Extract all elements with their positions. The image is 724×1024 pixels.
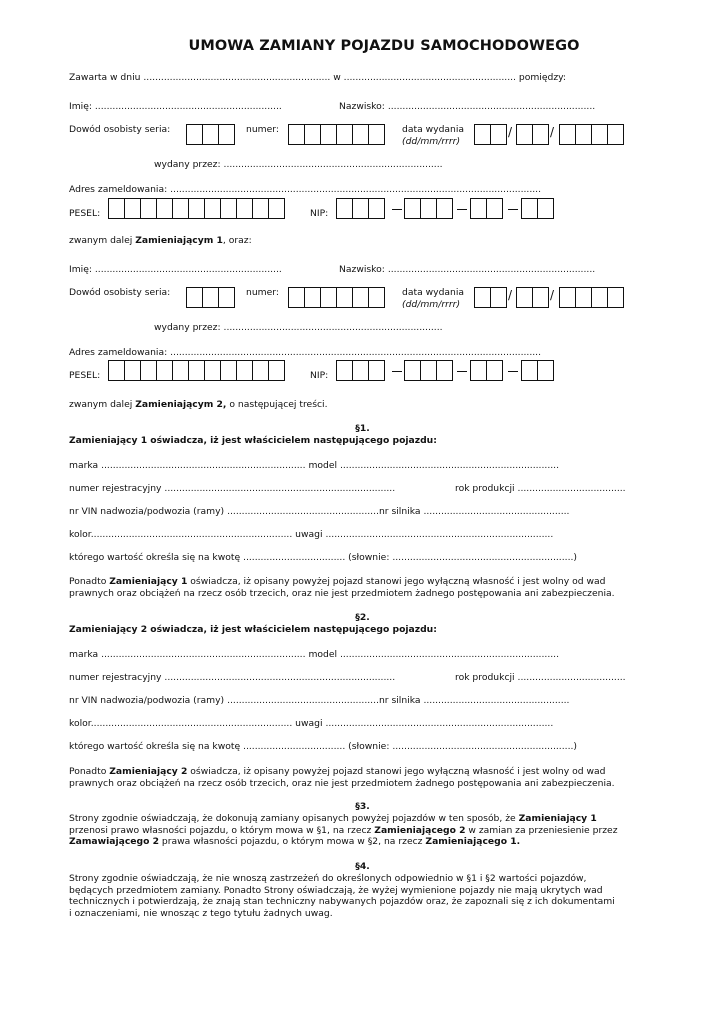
nip-separator: [508, 209, 518, 210]
section2-statement: Ponadto Zamieniający 2 oświadcza, iż opisany powyżej pojazd stanowi jego wyłączną własność i jest wolny od wad prawnych oraz obciążeń na rzecz osób trzecich, oraz nie jest przedmiotem żadnego postępowania ani zabezpieczenia.: [69, 766, 615, 789]
s2-words-field[interactable]: ..............................................................): [392, 741, 577, 752]
party1-last-name-field[interactable]: .......................................................................: [387, 101, 596, 112]
between-label: pomiędzy:: [518, 72, 567, 83]
nip-separator: [457, 209, 467, 210]
issue-date-label: data wydania: [402, 287, 465, 298]
s2-make-field[interactable]: ......................................................................: [101, 649, 306, 660]
s2-engine-field[interactable]: ..................................................: [423, 695, 570, 706]
party2-first-name-field[interactable]: ................................................................: [94, 264, 282, 275]
s2-vin-row: nr VIN nadwozia/podwozia (ramy) ....................................................nr silnika ..................................................: [69, 695, 570, 706]
s1-year-row: rok produkcji .....................................: [455, 483, 626, 494]
in-label: w: [333, 72, 341, 83]
party2-last-name-field[interactable]: .......................................................................: [387, 264, 596, 275]
s2-registration-field[interactable]: ...............................................................................: [164, 672, 396, 683]
concluded-date-field[interactable]: ................................................................: [143, 72, 331, 83]
party2-issue-year-boxes[interactable]: [559, 287, 624, 308]
s2-year-field[interactable]: .....................................: [517, 672, 626, 683]
party2-called-name: Zamieniającym 2,: [135, 399, 227, 410]
s2-value-row: którego wartość określa się na kwotę ................................... (słownie: ..............................................................): [69, 741, 577, 752]
party1-nip-boxes-2[interactable]: [404, 198, 453, 219]
s1-notes-field[interactable]: ..............................................................................: [325, 529, 554, 540]
party2-nip-boxes-4[interactable]: [521, 360, 554, 381]
id-series-label: Dowód osobisty seria:: [69, 287, 171, 298]
s2-color-field[interactable]: .....................................................................: [90, 718, 293, 729]
s1-year-field[interactable]: .....................................: [517, 483, 626, 494]
s1-vin-row: nr VIN nadwozia/podwozia (ramy) ....................................................nr silnika ..................................................: [69, 506, 570, 517]
party2-last-name-row: [339, 264, 595, 276]
date-separator: /: [550, 125, 555, 139]
nip-separator: [457, 371, 467, 372]
address-label: Adres zameldowania:: [69, 347, 168, 358]
party2-issue-month-boxes[interactable]: [516, 287, 549, 308]
party2-issue-day-boxes[interactable]: [474, 287, 507, 308]
party1-address-row: [69, 184, 541, 196]
s1-words-field[interactable]: ..............................................................): [392, 552, 577, 563]
party2-issued-by-field[interactable]: ...........................................................................: [223, 322, 443, 333]
party1-id-series-boxes[interactable]: [186, 124, 235, 145]
s1-engine-field[interactable]: ..................................................: [423, 506, 570, 517]
concluded-place-field[interactable]: ...........................................................: [343, 72, 516, 83]
last-name-label: Nazwisko:: [339, 264, 385, 275]
s1-registration-row: numer rejestracyjny ...............................................................................: [69, 483, 396, 494]
nip-separator: [508, 371, 518, 372]
party1-first-name-field[interactable]: ................................................................: [94, 101, 282, 112]
s2-make-row: marka ...................................................................... model ...........................................................................: [69, 649, 560, 660]
s1-vin-field[interactable]: ....................................................: [227, 506, 379, 517]
address-label: Adres zameldowania:: [69, 184, 168, 195]
section2-number: §2.: [355, 612, 370, 623]
party2-first-name-row: [69, 264, 282, 276]
s2-notes-field[interactable]: ..............................................................................: [325, 718, 554, 729]
issued-by-label: wydany przez:: [154, 322, 221, 333]
party1-nip-boxes-3[interactable]: [470, 198, 503, 219]
date-separator: /: [508, 288, 513, 302]
document-title: UMOWA ZAMIANY POJAZDU SAMOCHODOWEGO: [188, 38, 580, 54]
party2-address-row: [69, 347, 541, 359]
party1-nip-boxes-1[interactable]: [336, 198, 385, 219]
party1-issued-by-field[interactable]: ...........................................................................: [223, 159, 443, 170]
concluded-label: Zawarta w dniu: [69, 72, 141, 83]
id-number-label: numer:: [246, 124, 279, 135]
first-name-label: Imię:: [69, 101, 92, 112]
nip-separator: [392, 209, 402, 210]
s1-color-row: kolor..................................................................... uwagi ..............................................................................: [69, 529, 554, 540]
id-number-label: numer:: [246, 287, 279, 298]
party2-nip-boxes-3[interactable]: [470, 360, 503, 381]
s1-make-row: marka ...................................................................... model ...........................................................................: [69, 460, 560, 471]
party1-called-line: zwanym dalej Zamieniającym 1, oraz:: [69, 235, 252, 246]
section1-heading: Zamieniający 1 oświadcza, iż jest właścicielem następującego pojazdu:: [69, 435, 437, 446]
s2-color-row: kolor..................................................................... uwagi ..............................................................................: [69, 718, 554, 729]
s1-registration-field[interactable]: ...............................................................................: [164, 483, 396, 494]
party1-address-field[interactable]: ...............................................................................................................................: [170, 184, 542, 195]
first-name-label: Imię:: [69, 264, 92, 275]
party1-id-number-boxes[interactable]: [288, 124, 385, 145]
party1-issue-day-boxes[interactable]: [474, 124, 507, 145]
s2-vin-field[interactable]: ....................................................: [227, 695, 379, 706]
s2-value-field[interactable]: ...................................: [243, 741, 346, 752]
party2-issued-by-row: [154, 322, 443, 334]
party1-called-name: Zamieniającym 1: [135, 235, 223, 246]
party1-last-name-row: [339, 101, 595, 113]
section3-number: §3.: [355, 801, 370, 812]
date-separator: /: [508, 125, 513, 139]
party1-issue-year-boxes[interactable]: [559, 124, 624, 145]
issue-date-label: data wydania: [402, 124, 465, 135]
party1-issued-by-row: [154, 159, 443, 171]
issued-by-label: wydany przez:: [154, 159, 221, 170]
section1-number: §1.: [355, 423, 370, 434]
s1-make-field[interactable]: ......................................................................: [101, 460, 306, 471]
id-series-label: Dowód osobisty seria:: [69, 124, 171, 135]
party2-called-line: zwanym dalej Zamieniającym 2, o następującej treści.: [69, 399, 328, 410]
pesel-label: PESEL:: [69, 370, 101, 381]
section1-statement: Ponadto Zamieniający 1 oświadcza, iż opisany powyżej pojazd stanowi jego wyłączną własność i jest wolny od wad prawnych oraz obciążeń na rzecz osób trzecich, oraz nie jest przedmiotem żadnego postępowania ani zabezpieczenia.: [69, 576, 615, 599]
concluded-line: [69, 72, 566, 84]
section4-number: §4.: [355, 861, 370, 872]
s1-color-field[interactable]: .....................................................................: [90, 529, 293, 540]
date-format-hint: (dd/mm/rrrr): [402, 136, 461, 147]
nip-label: NIP:: [310, 370, 329, 381]
date-format-hint: (dd/mm/rrrr): [402, 299, 461, 310]
s1-value-row: którego wartość określa się na kwotę ................................... (słownie: ..............................................................): [69, 552, 577, 563]
last-name-label: Nazwisko:: [339, 101, 385, 112]
section3-text: Strony zgodnie oświadczają, że dokonują zamiany opisanych powyżej pojazdów w ten sposób, że Zamieniający 1 przenosi prawo własności pojazdu, o którym mowa w §1, na rzecz Zamieniającego 2 w zamian za przeniesienie przez Zamawiającego 2 prawa własności pojazdu, o którym mowa w §2, na rzecz Zamieniającego 1.: [69, 813, 618, 848]
party2-address-field[interactable]: ...............................................................................................................................: [170, 347, 542, 358]
s1-value-field[interactable]: ...................................: [243, 552, 346, 563]
party2-id-series-boxes[interactable]: [186, 287, 235, 308]
party2-nip-boxes-1[interactable]: [336, 360, 385, 381]
nip-separator: [392, 371, 402, 372]
nip-label: NIP:: [310, 208, 329, 219]
pesel-label: PESEL:: [69, 208, 101, 219]
section2-heading: Zamieniający 2 oświadcza, iż jest właścicielem następującego pojazdu:: [69, 624, 437, 635]
party1-pesel-boxes[interactable]: [108, 198, 285, 219]
party1-nip-boxes-4[interactable]: [521, 198, 554, 219]
party2-id-number-boxes[interactable]: [288, 287, 385, 308]
s2-registration-row: numer rejestracyjny ...............................................................................: [69, 672, 396, 683]
s2-model-field[interactable]: ...........................................................................: [339, 649, 560, 660]
party2-pesel-boxes[interactable]: [108, 360, 285, 381]
date-separator: /: [550, 288, 555, 302]
party1-issue-month-boxes[interactable]: [516, 124, 549, 145]
party2-nip-boxes-2[interactable]: [404, 360, 453, 381]
s1-model-field[interactable]: ...........................................................................: [339, 460, 560, 471]
s2-year-row: rok produkcji .....................................: [455, 672, 626, 683]
party1-first-name-row: [69, 101, 282, 113]
section4-text: Strony zgodnie oświadczają, że nie wnoszą zastrzeżeń do określonych odpowiednio w §1 i §2 wartości pojazdów, będących przedmiotem zamiany. Ponadto Strony oświadczają, że wyżej wymienione pojazdy nie mają ukrytych wad technicznych i potwierdzają, że znają stan techniczny nabywanych pojazdów oraz, że zapoznali się z ich dokumentami i oznaczeniami, nie wnosząc z tego tytułu żadnych uwag.: [69, 873, 615, 919]
